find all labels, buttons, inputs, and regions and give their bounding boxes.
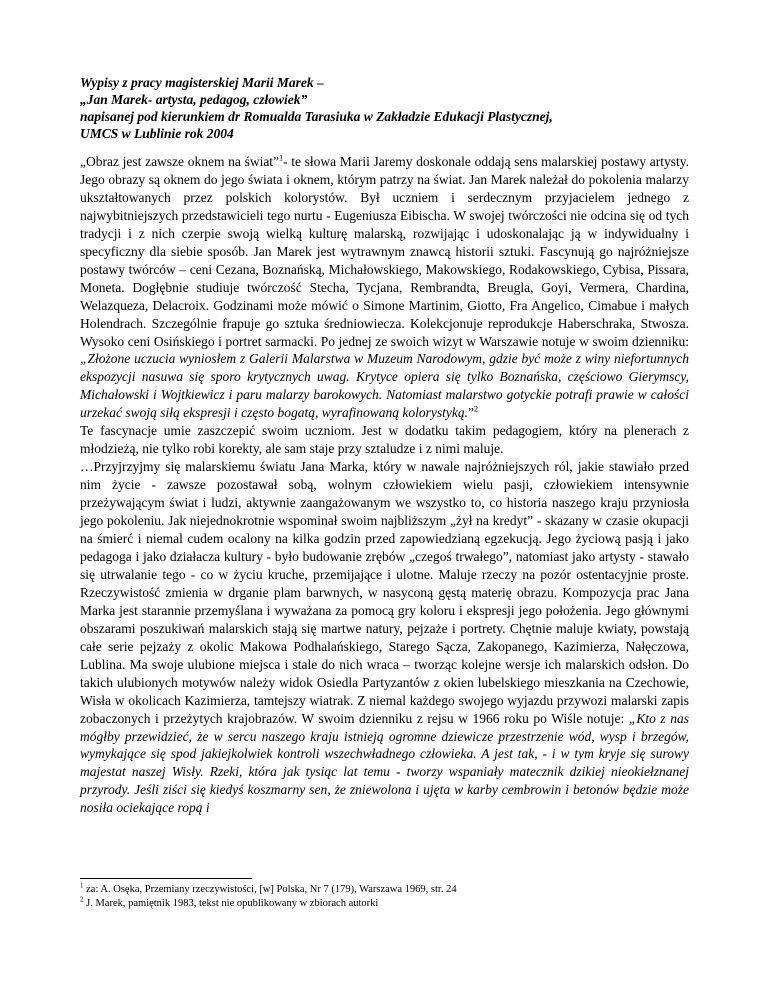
heading-line: napisanej pod kierunkiem dr Romualda Tarasiuka w Zakładzie Edukacji Plastycznej, xyxy=(80,109,553,124)
paragraph-1 xyxy=(80,153,689,458)
heading-line: Wypisy z pracy magisterskiej Marii Marek – xyxy=(80,75,324,90)
body-text xyxy=(80,153,689,817)
footnote-separator xyxy=(80,878,252,879)
paragraph-text: Te fascynacje umie zaszczepić swoim uczniom. Jest w dodatku takim pedagogiem, który na plenerach z młodzieżą, nie tylko robi korekty, ale sam staje przy sztaludze i z nimi maluje. xyxy=(80,423,689,457)
footnote-ref-1[interactable]: 1 xyxy=(279,153,284,163)
heading-line: „Jan Marek- artysta, pedagog, człowiek” xyxy=(80,92,308,107)
footnote-number: 1 xyxy=(80,881,84,890)
quote-close: ” xyxy=(467,405,474,421)
footnote-2 xyxy=(80,897,700,911)
footnote-1 xyxy=(80,883,700,897)
footnote-text: za: A. Osęka, Przemiany rzeczywistości, [w] Polska, Nr 7 (179), Warszawa 1969, str. 24 xyxy=(83,884,457,895)
footnotes xyxy=(80,883,700,911)
footnote-ref-2[interactable]: 2 xyxy=(473,404,478,414)
paragraph-text: - te słowa Marii Jaremy doskonale oddają sens malarskiej postawy artysty. Jego obrazy są oknem do jego świata i oknem, którym patrzy na świat. Jan Marek należał do pokolenia malarzy ukształtowanych przez polskich kolorystów. Był uczniem i serdecznym przyjacielem jednego z najwybitniejszych przedstawicieli tego nurtu - Eugeniusza Eibischa. W swojej twórczości nie odcina się od tych tradycji i z nich czerpie swoją wielką kulturę malarską, rozwijając i udoskonalając ją w indywidualny i specyficzny dla siebie sposób. Jan Marek jest wytrawnym znawcą historii sztuki. Fascynują go najróżniejsze postawy twórców – ceni Cezana, Boznańską, Michałowskiego, Makowskiego, Rodakowskiego, Cybisa, Pissara, Moneta. Dogłębnie studiuje twórczość Stecha, Tycjana, Rembrandta, Breugla, Goyi, Vermera, Chardina, Welazqueza, Delacroix. Godzinami może mówić o Simone Martinim, Giotto, Fra Angelico, Cimabue i małych Holendrach. Szczególnie frapuje go sztuka średniowiecza. Kolekcjonuje reprodukcje Haberschraka, Stwosza. Wysoko ceni Osińskiego i portret sarmacki. Po jednej ze swoich wizyt w Warszawie notuje w swoim dzienniku: xyxy=(80,154,689,349)
quote-text: „Obraz jest zawsze oknem na świat” xyxy=(80,154,280,169)
paragraph-text: …Przyjrzyjmy się malarskiemu światu Jana Marka, który w nawale najróżniejszych ról, jakie stawiało przed nim życie - zawsze pozostawał sobą, wolnym człowiekiem wielu pasji, człowiekiem intensywnie przeżywającym świat i ludzi, aktywnie zaangażowanym we wszystko to, co historia naszego kraju przyniosła jego pokoleniu. Jak niejednokrotnie wspominał swoim najbliższym „żył na kredyt” - skazany w czasie okupacji na śmierć i niemal cudem ocalony na kilka godzin przed zapowiedzianą egzekucją. Jego życiową pasją i jako pedagoga i jako działacza kultury - było budowanie zrębów „czegoś trwałego”, natomiast jako artysty - stawało się utrwalanie tego - co w życiu kruche, przemijające i ulotne. Maluje rzeczy na pozór ostentacyjnie proste. Rzeczywistość zmienia w drganie plam barwnych, w nasyconą gęstą materię obrazu. Kompozycja prac Jana Marka jest starannie przemyślana i wyważana za pomocą gry koloru i ekspresji jego położenia. Jego głównymi obszarami poszukiwań malarskich stają się martwe natury, pejzaże i portrety. Chętnie maluje kwiaty, powstają całe serie pejzaży z okolic Makowa Podhalańskiego, Starego Sącza, Zakopanego, Kazimierza, Nałęczowa, Lublina. Ma swoje ulubione miejsca i stale do nich wraca – tworząc kolejne wersje ich malarskich odsłon. Do takich ulubionych motywów należy widok Osiedla Partyzantów z okien lubelskiego mieszkania na Czechowie, Wisła w okolicach Kazimierza, tamtejszy wiatrak. Z niemal każdego swojego wyjazdu przywozi malarski zapis zobaczonych i przeżytych krajobrazów. W swoim dzienniku z rejsu w 1966 roku po Wiśle notuje: xyxy=(80,459,689,726)
diary-quote: „Kto z nas mógłby przewidzieć, że w sercu naszego kraju istnieją ogromne dziewicze przestrzenie wód, wysp i brzegów, wymykające się spod jakiejkolwiek kontroli wszechwładnego człowieka. A jest tak, - i w tym kryje się surowy majestat naszej Wisły. Rzeki, która jak tysiąc lat temu - tworzy wspaniały matecznik dzikiej nieokiełznanej przyrody. Jeśli ziści się kiedyś koszmarny sen, że zniewolona i ujęta w karby cembrowin i betonów będzie może nosiła ociekające ropą i xyxy=(80,710,690,816)
footnote-text: J. Marek, pamiętnik 1983, tekst nie opublikowany w zbiorach autorki xyxy=(83,898,379,909)
document-heading xyxy=(80,74,700,142)
footnote-number: 2 xyxy=(80,895,84,904)
diary-quote: „Złożone uczucia wyniosłem z Galerii Malarstwa w Muzeum Narodowym, gdzie być może z winy niefortunnych ekspozycji nasuwa się sporo krytycznych uwag. Krytyce opiera się tylko Boznańska, częściowo Gierymscy, Michałowski i Wojtkiewicz i paru malarzy barokowych. Natomiast malarstwo gotyckie potrafi prawie w całości urzekać swoją siłą ekspresji i często bogatą, wyrafinowaną kolorystyką. xyxy=(80,351,689,421)
heading-line: UMCS w Lublinie rok 2004 xyxy=(80,126,234,141)
paragraph-2 xyxy=(80,458,689,817)
